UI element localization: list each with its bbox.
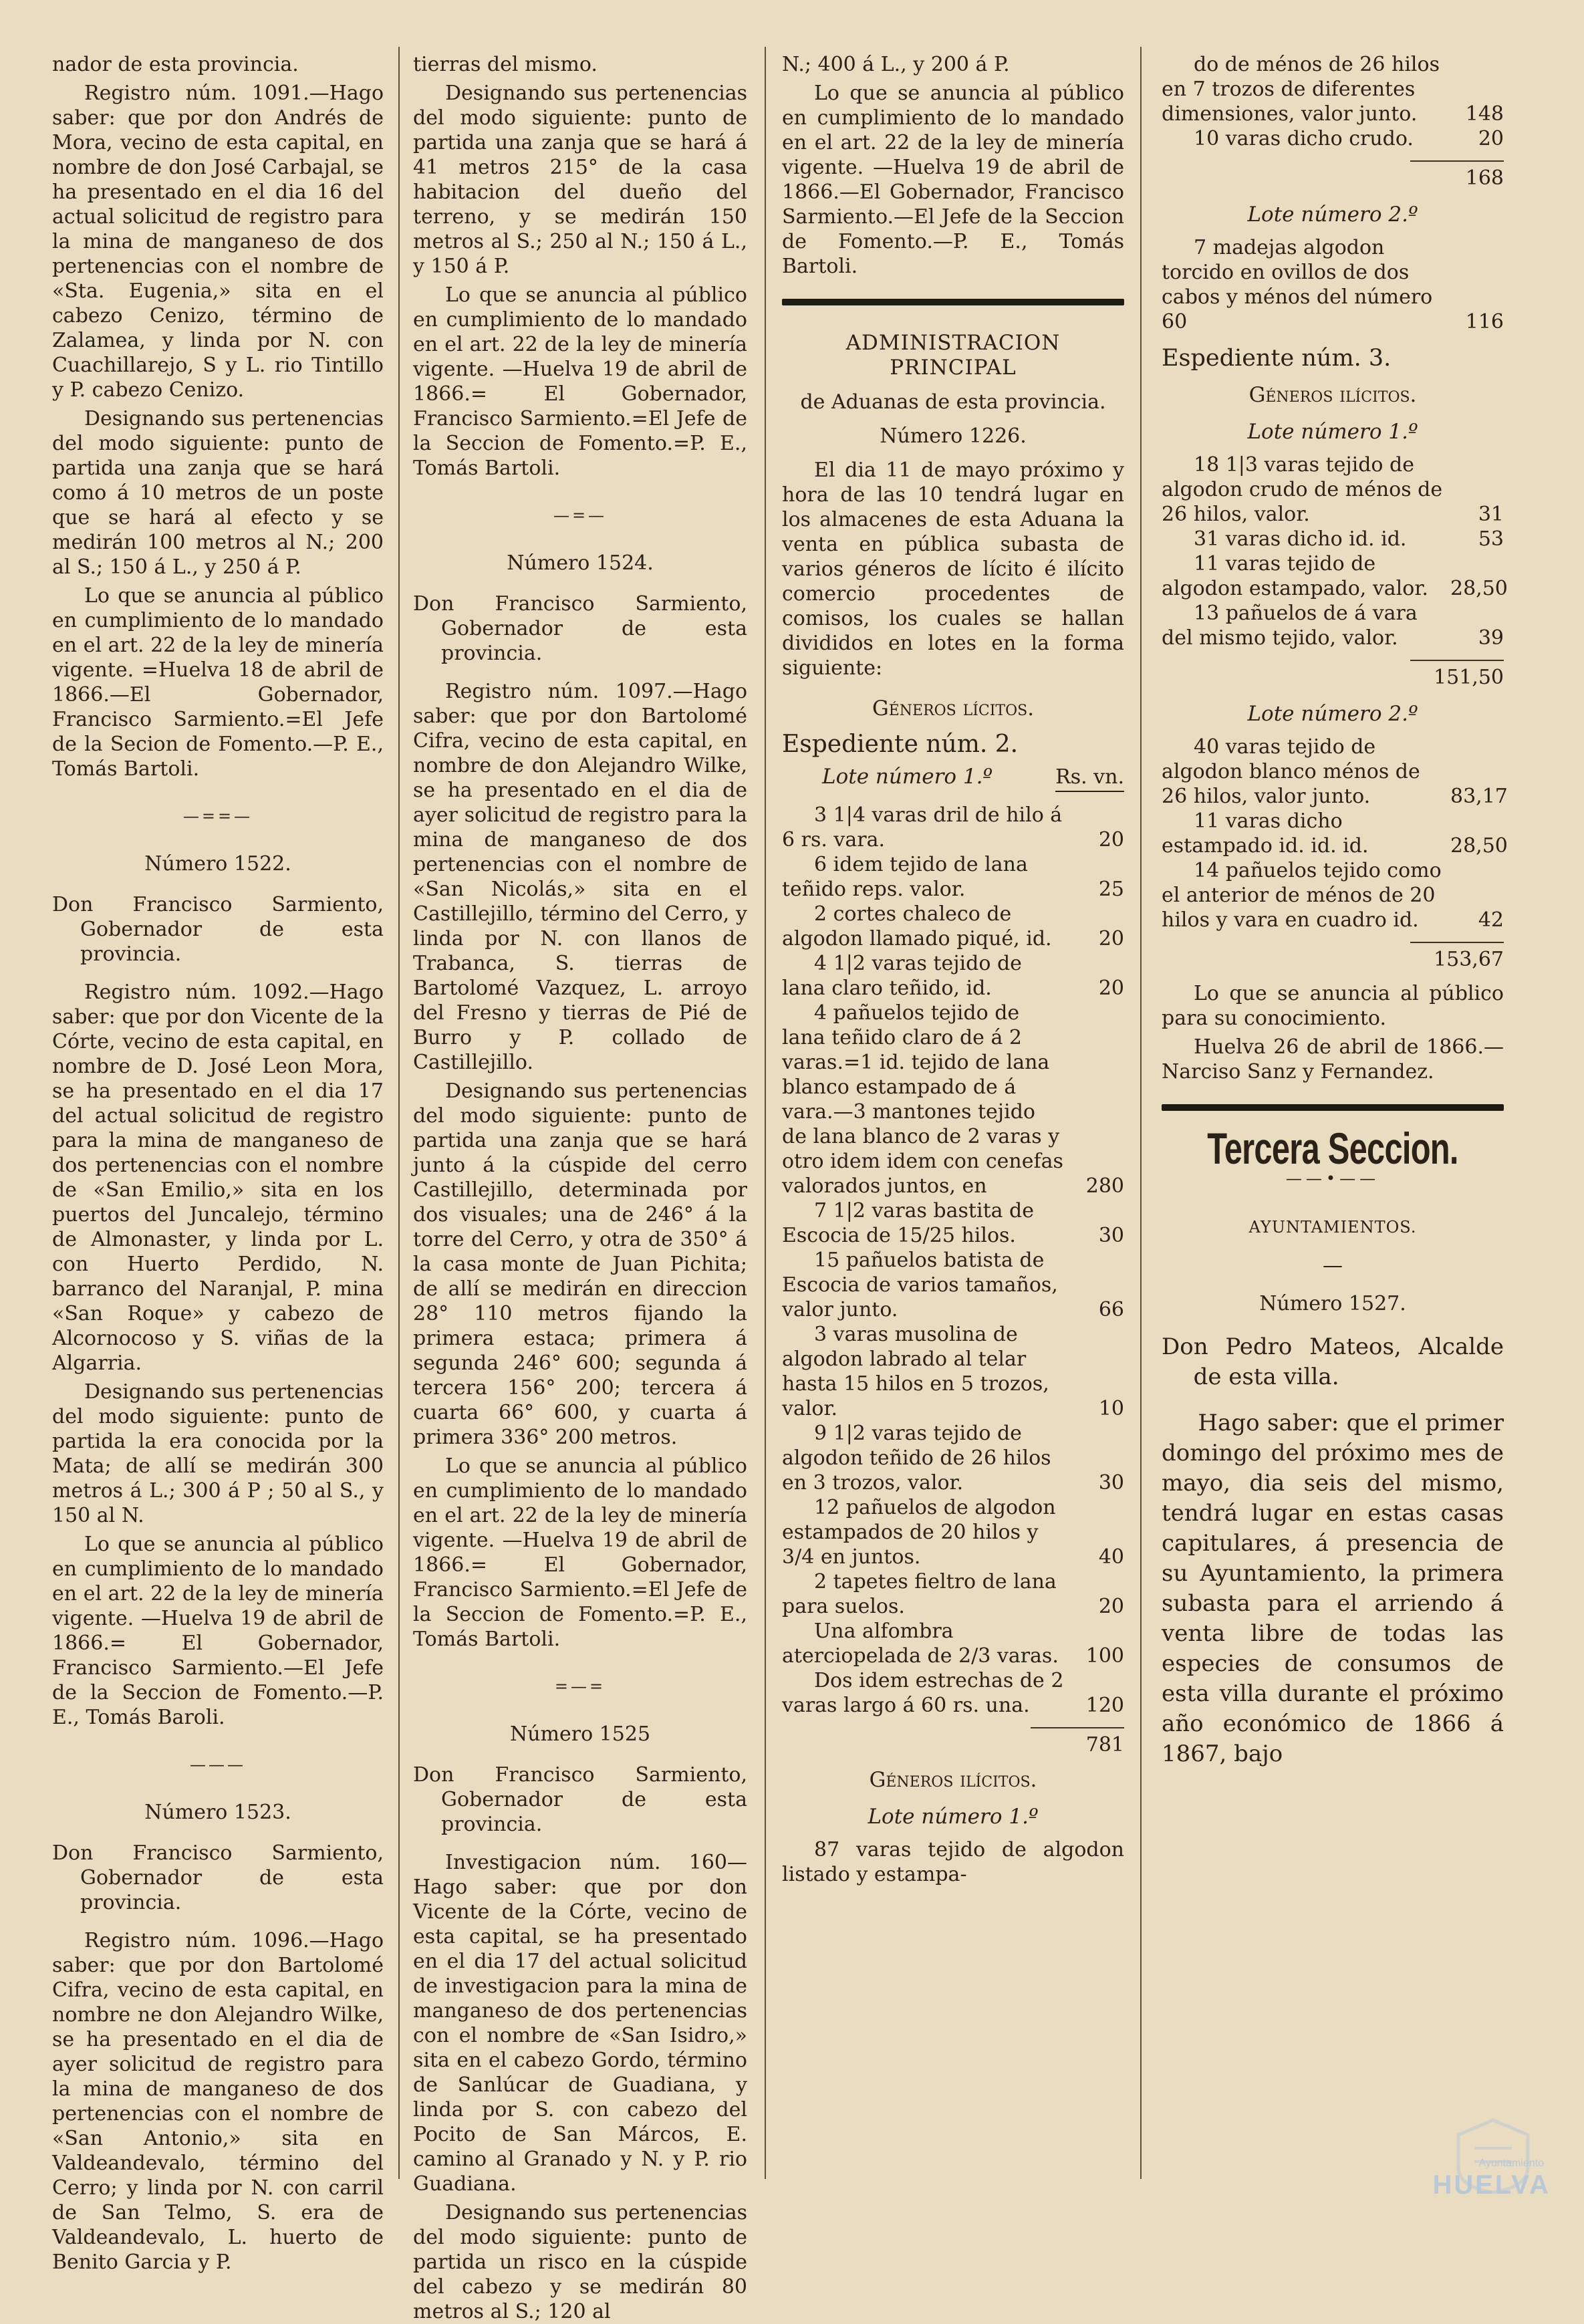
item-row bbox=[1162, 52, 1504, 126]
notice-heading: Don Francisco Sarmiento, Gobernador de esta provincia. bbox=[52, 893, 384, 966]
category-heading: Géneros lícitos. bbox=[872, 696, 1035, 721]
divider: — bbox=[1323, 1254, 1343, 1277]
item-list bbox=[1162, 52, 1504, 151]
sum-rule bbox=[1410, 942, 1504, 943]
paragraph: Registro núm. 1096.—Hago saber: que por don Bartolomé Cifra, vecino de esta capital, en nombre ne don Alejandro Wilke, se ha presentado en el dia de ayer solicitud de registro para la mina de manganeso de dos pertenencias con el nombre de «San Antonio,» sita en Valdeandevalo, término del Cerro; y linda por N. con carril de San Telmo, S. era de Valdeandevalo, L. huerto de Benito Garcia y P. bbox=[52, 1929, 384, 2274]
item-text: 9 1|2 varas tejido de algodon teñido de 26 hilos en 3 trozos, valor. bbox=[782, 1422, 1051, 1495]
notice-heading: Don Pedro Mateos, Alcalde de esta villa. bbox=[1162, 1333, 1504, 1390]
notice-number: Número 1525 bbox=[509, 1722, 651, 1746]
section-subtitle: AYUNTAMIENTOS. bbox=[1248, 1218, 1417, 1237]
expediente-heading: Espediente núm. 2. bbox=[782, 731, 1019, 758]
paragraph: Lo que se anuncia al público en cumplimiento de lo mandado en el art. 22 de la ley de minería vigente. —Huelva 19 de abril de 1866.= El Gobernador, Francisco Sarmiento.=El Jefe de la Seccion de Fomento.=P. E., Tomás Bartoli. bbox=[413, 283, 747, 480]
paragraph: El dia 11 de mayo próximo y hora de las 10 tendrá lugar en los almacenes de esta Aduana la venta en pública subasta de varios géneros de lícito é ilícito comercio procedentes de comisos, los cuales se hallan divididos en lotes en la forma siguiente: bbox=[782, 459, 1124, 680]
lot-heading: Lote número 2.º bbox=[1247, 203, 1418, 227]
item-row bbox=[782, 1198, 1124, 1248]
divider: —=— bbox=[553, 506, 608, 525]
item-value: 66 bbox=[1098, 1298, 1124, 1321]
currency-heading: Rs. vn. bbox=[1055, 765, 1124, 792]
item-value: 53 bbox=[1478, 527, 1504, 551]
item-value: 20 bbox=[1098, 828, 1124, 852]
item-row bbox=[782, 1569, 1124, 1619]
item-text: 7 madejas algodon torcido en ovillos de dos cabos y ménos del número 60 bbox=[1162, 236, 1433, 334]
ornament: ——•—— bbox=[1285, 1169, 1380, 1188]
paragraph: Lo que se anuncia al público en cumplimiento de lo mandado en el art. 22 de la ley de minería vigente. —Huelva 19 de abril de 1866.= El Gobernador, Francisco Sarmiento.—El Jefe de la Seccion de Fomento.—P. E., Tomás Baroli. bbox=[52, 1533, 384, 1729]
paragraph: Lo que se anuncia al público en cumplimiento de lo mandado en el art. 22 de la ley de minería vigente. —Huelva 19 de abril de 1866.—El Gobernador, Francisco Sarmiento.—El Jefe de la Seccion de Fomento.—P. E., Tomás Bartoli. bbox=[782, 82, 1124, 278]
paragraph: Registro núm. 1092.—Hago saber: que por don Vicente de la Córte, vecino de esta capital, en nombre de D. José Leon Mora, se ha presentado en el dia 17 del actual solicitud de registro para la mina de manganeso de dos pertenencias con el nombre de «San Emilio,» sita en los puertos del Juncalejo, término de Almonaster, y linda por L. con Huerto Perdido, N. barranco del Naranjal, P. mina «San Roque» y cabezo de Alcornocoso y S. viñas de la Algarria. bbox=[52, 981, 384, 1375]
column-4 bbox=[1162, 52, 1508, 2178]
item-row bbox=[782, 902, 1124, 951]
item-row bbox=[1162, 809, 1508, 858]
item-row bbox=[1162, 527, 1504, 551]
section-title: ADMINISTRACION PRINCIPAL bbox=[845, 331, 1061, 380]
column-rule bbox=[765, 47, 766, 2179]
lot-heading: Lote número 1.º bbox=[868, 1805, 1039, 1829]
column-3 bbox=[782, 52, 1124, 2178]
notice-heading: Don Francisco Sarmiento, Gobernador de esta provincia. bbox=[52, 1841, 384, 1914]
item-row bbox=[782, 1495, 1124, 1569]
paragraph: Hago saber: que el primer domingo del próximo mes de mayo, dia seis del mismo, tendrá lugar en estas casas capitulares, á presencia de su Ayuntamiento, la primera subasta para el arriendo á venta libre de todas las especies de consumos de esta villa durante el próximo año económico de 1866 á 1867, bajo bbox=[1162, 1410, 1504, 1767]
column-1 bbox=[52, 52, 384, 2274]
section-title: Tercera Seccion. bbox=[1207, 1124, 1458, 1173]
item-text: 11 varas dicho estampado id. id. id. bbox=[1162, 809, 1369, 858]
paragraph: N.; 400 á L., y 200 á P. bbox=[782, 53, 1010, 76]
item-row bbox=[782, 1619, 1124, 1668]
section-rule bbox=[1162, 1104, 1504, 1111]
sum-value: 781 bbox=[1085, 1733, 1124, 1757]
item-row bbox=[1162, 858, 1504, 932]
item-row bbox=[782, 951, 1124, 1001]
item-row bbox=[1162, 126, 1504, 151]
item-row bbox=[1162, 601, 1504, 650]
item-value: 30 bbox=[1098, 1224, 1124, 1247]
paragraph: Registro núm. 1091.—Hago saber: que por don Andrés de Mora, vecino de esta capital, en nombre de don José Carbajal, se ha presentado en el dia 16 del actual solicitud de registro para la mina de manganeso de dos pertenencias con el nombre de «Sta. Eugenia,» sita en el cabezo Cenizo, término de Zalamea, y linda por N. con Cuachillarejo, S y L. rio Tintillo y P. cabezo Cenizo. bbox=[52, 82, 384, 402]
notice-heading: Don Francisco Sarmiento, Gobernador de esta provincia. bbox=[413, 592, 747, 665]
expediente-heading: Espediente núm. 3. bbox=[1162, 345, 1392, 372]
paragraph: Lo que se anuncia al público en cumplimiento de lo mandado en el art. 22 de la ley de minería vigente. —Huelva 19 de abril de 1866.= El Gobernador, Francisco Sarmiento.=El Jefe de la Seccion de Fomento.=P. E., Tomás Bartoli. bbox=[413, 1454, 747, 1651]
sum-rule bbox=[1410, 160, 1504, 162]
item-value: 31 bbox=[1478, 503, 1504, 526]
item-text: Dos idem estrechas de 2 varas largo á 60 rs. una. bbox=[782, 1669, 1064, 1717]
watermark-sub: Ayuntamiento bbox=[1478, 2158, 1544, 2169]
item-row bbox=[1162, 551, 1508, 601]
item-text: 7 1|2 varas bastita de Escocia de 15/25 hilos. bbox=[782, 1199, 1035, 1247]
sum-value: 168 bbox=[1465, 166, 1504, 190]
item-value: 280 bbox=[1085, 1174, 1124, 1198]
item-value: 83,17 bbox=[1450, 785, 1508, 808]
paragraph: Designando sus pertenencias del modo siguiente: punto de partida un risco en la cúspide del cabezo y se medirán 80 metros al S.; 120 al bbox=[413, 2201, 747, 2323]
sum-rule bbox=[1031, 1727, 1124, 1728]
item-value: 100 bbox=[1085, 1644, 1124, 1668]
item-row bbox=[782, 1248, 1124, 1322]
item-text: 11 varas tejido de algodon estampado, valor. bbox=[1162, 552, 1428, 600]
item-text: 12 pañuelos de algodon estampados de 20 hilos y 3/4 en juntos. bbox=[782, 1496, 1056, 1569]
sum-value: 153,67 bbox=[1434, 948, 1504, 971]
item-value: 30 bbox=[1098, 1471, 1124, 1495]
lot-heading: Lote número 1.º bbox=[1247, 420, 1418, 444]
column-rule bbox=[1140, 47, 1142, 2179]
paragraph: Investigacion núm. 160—Hago saber: que por don Vicente de la Córte, vecino de esta capital, se ha presentado en el dia 17 del actual solicitud de investigacion para la mina de manganeso de dos pertenencias con el nombre de «San Isidro,» sita en el cabezo Gordo, término de Sanlúcar de Guadiana, y linda por S. con cabezo del Pocito de San Márcos, E. camino al Granado y N. y P. rio Guadiana. bbox=[413, 1851, 747, 2196]
item-text: 15 pañuelos batista de Escocia de varios tamaños, valor junto. bbox=[782, 1249, 1058, 1321]
notice-number: Número 1523. bbox=[144, 1801, 291, 1824]
item-value: 25 bbox=[1098, 878, 1124, 901]
lot-heading: Lote número 2.º bbox=[1247, 702, 1418, 726]
item-row bbox=[782, 852, 1124, 902]
section-subtitle: de Aduanas de esta provincia. bbox=[800, 390, 1106, 414]
item-row bbox=[782, 1668, 1124, 1718]
notice-number: Número 1226. bbox=[880, 424, 1027, 448]
item-text: 3 varas musolina de algodon labrado al telar hasta 15 hilos en 5 trozos, valor. bbox=[782, 1323, 1049, 1420]
item-row bbox=[1162, 235, 1504, 334]
divider: =—= bbox=[554, 1677, 606, 1696]
paragraph: tierras del mismo. bbox=[413, 53, 598, 76]
notice-heading: Don Francisco Sarmiento, Gobernador de esta provincia. bbox=[413, 1763, 747, 1836]
category-heading: Géneros ilícitos. bbox=[869, 1768, 1037, 1792]
item-text: 2 tapetes fieltro de lana para suelos. bbox=[782, 1570, 1057, 1618]
paragraph: Registro núm. 1097.—Hago saber: que por don Bartolomé Cifra, vecino de esta capital, en nombre de don Alejandro Wilke, se ha presentado en el dia de ayer solicitud de registro para la mina de manganeso de dos pertenencias con el nombre de «San Nicolás,» sita en el Castillejillo, término del Cerro, y linda por N. con llanos de Trabanca, S. tierras de Bartolomé Vazquez, L. arroyo del Fresno y tierras de Pié de Burro y P. collado de Castillejillo. bbox=[413, 680, 747, 1074]
item-value: 120 bbox=[1085, 1694, 1124, 1717]
paragraph: Lo que se anuncia al público en cumplimiento de lo mandado en el art. 22 de la ley de minería vigente. =Huelva 18 de abril de 1866.—El Gobernador, Francisco Sarmiento.=El Jefe de la Secion de Fomento.—P. E., Tomás Bartoli. bbox=[52, 584, 384, 781]
item-value: 20 bbox=[1098, 927, 1124, 950]
signature: Huelva 26 de abril de 1866.—Narciso Sanz y Fernandez. bbox=[1162, 1035, 1504, 1083]
item-text: Una alfombra aterciopelada de 2/3 varas. bbox=[782, 1620, 1059, 1668]
item-text: 14 pañuelos tejido como el anterior de ménos de 20 hilos y vara en cuadro id. bbox=[1162, 859, 1442, 932]
item-list bbox=[1162, 453, 1508, 650]
item-value: 116 bbox=[1465, 310, 1504, 334]
divider: ——— bbox=[190, 1755, 246, 1774]
item-text: 3 1|4 varas dril de hilo á 6 rs. vara. bbox=[782, 803, 1063, 852]
column-rule bbox=[398, 47, 400, 2179]
paragraph: Designando sus pertenencias del modo siguiente: punto de partida una zanja que se hará como á 10 metros de un poste que se hará al efecto y se medirán 100 metros al N.; 200 al S.; 150 á L., y 250 á P. bbox=[52, 407, 384, 579]
item-value: 28,50 bbox=[1450, 577, 1508, 600]
item-text: 10 varas dicho crudo. bbox=[1194, 127, 1414, 150]
item-text: 2 cortes chaleco de algodon llamado piqué, id. bbox=[782, 902, 1052, 950]
item-value: 20 bbox=[1478, 127, 1504, 150]
watermark-brand: HUELVA bbox=[1432, 2170, 1551, 2200]
paragraph: Designando sus pertenencias del modo siguiente: punto de partida una zanja que se hará junto á la cúspide del cerro Castillejillo, determinada por dos visuales; una de 246° á la torre del Cerro, y otra de 350° á la casa monte de Juan Pichita; de allí se medirán en direccion 28° 110 metros fijando la primera estaca; primera á segunda 246° 600; segunda á tercera 156° 200; tercera á cuarta 66° 600, y cuarta á primera 336° 200 metros. bbox=[413, 1079, 747, 1449]
item-value: 20 bbox=[1098, 1595, 1124, 1618]
paragraph: 87 varas tejido de algodon listado y estampa- bbox=[782, 1838, 1124, 1886]
section-rule bbox=[782, 299, 1124, 305]
paragraph: nador de esta provincia. bbox=[52, 53, 299, 76]
item-row bbox=[782, 1322, 1124, 1421]
paragraph: Lo que se anuncia al público para su conocimiento. bbox=[1162, 982, 1504, 1030]
item-list bbox=[782, 803, 1124, 1718]
item-value: 20 bbox=[1098, 977, 1124, 1000]
notice-number: Número 1527. bbox=[1259, 1292, 1406, 1315]
notice-number: Número 1524. bbox=[507, 551, 654, 575]
item-list bbox=[1162, 735, 1508, 932]
item-text: do de ménos de 26 hilos en 7 trozos de diferentes dimensiones, valor junto. bbox=[1162, 53, 1440, 126]
item-value: 10 bbox=[1098, 1397, 1124, 1420]
sum-rule bbox=[1410, 660, 1504, 661]
item-text: 40 varas tejido de algodon blanco ménos de 26 hilos, valor junto. bbox=[1162, 735, 1420, 808]
notice-number: Número 1522. bbox=[144, 852, 291, 876]
lot-heading: Lote número 1.º bbox=[822, 765, 993, 789]
item-text: 31 varas dicho id. id. bbox=[1194, 527, 1407, 551]
item-text: 4 1|2 varas tejido de lana claro teñido, id. bbox=[782, 952, 1022, 1000]
item-text: 13 pañuelos de á vara del mismo tejido, valor. bbox=[1162, 602, 1418, 650]
column-2 bbox=[413, 52, 747, 2323]
item-value: 148 bbox=[1465, 102, 1504, 126]
paragraph: Designando sus pertenencias del modo siguiente: punto de partida una zanja que se hará á 41 metros 215° de la casa habitacion del dueño del terreno, y se medirán 150 metros al S.; 250 al N.; 150 á L., y 150 á P. bbox=[413, 82, 747, 278]
item-text: 6 idem tejido de lana teñido reps. valor. bbox=[782, 853, 1028, 901]
item-text: 18 1|3 varas tejido de algodon crudo de ménos de 26 hilos, valor. bbox=[1162, 453, 1443, 526]
item-value: 42 bbox=[1478, 908, 1504, 932]
item-value: 39 bbox=[1478, 626, 1504, 650]
category-heading: Géneros ilícitos. bbox=[1248, 383, 1417, 407]
item-row bbox=[1162, 735, 1508, 809]
sum-value: 151,50 bbox=[1434, 666, 1504, 689]
item-row bbox=[1162, 453, 1504, 527]
item-value: 40 bbox=[1098, 1545, 1124, 1569]
item-row bbox=[782, 1421, 1124, 1495]
item-row bbox=[782, 803, 1124, 852]
item-text: 4 pañuelos tejido de lana teñido claro de á 2 varas.=1 id. tejido de lana blanco estampado de á vara.—3 mantones tejido de lana blanco de 2 varas y otro idem idem con cenefas valorados juntos, en bbox=[782, 1001, 1063, 1198]
divider: —==— bbox=[182, 807, 253, 825]
item-row bbox=[782, 1001, 1124, 1198]
item-value: 28,50 bbox=[1450, 834, 1508, 858]
paragraph: Designando sus pertenencias del modo siguiente: punto de partida la era conocida por la Mata; de allí se medirán 300 metros á L.; 300 á P ; 50 al S., y 150 al N. bbox=[52, 1380, 384, 1527]
